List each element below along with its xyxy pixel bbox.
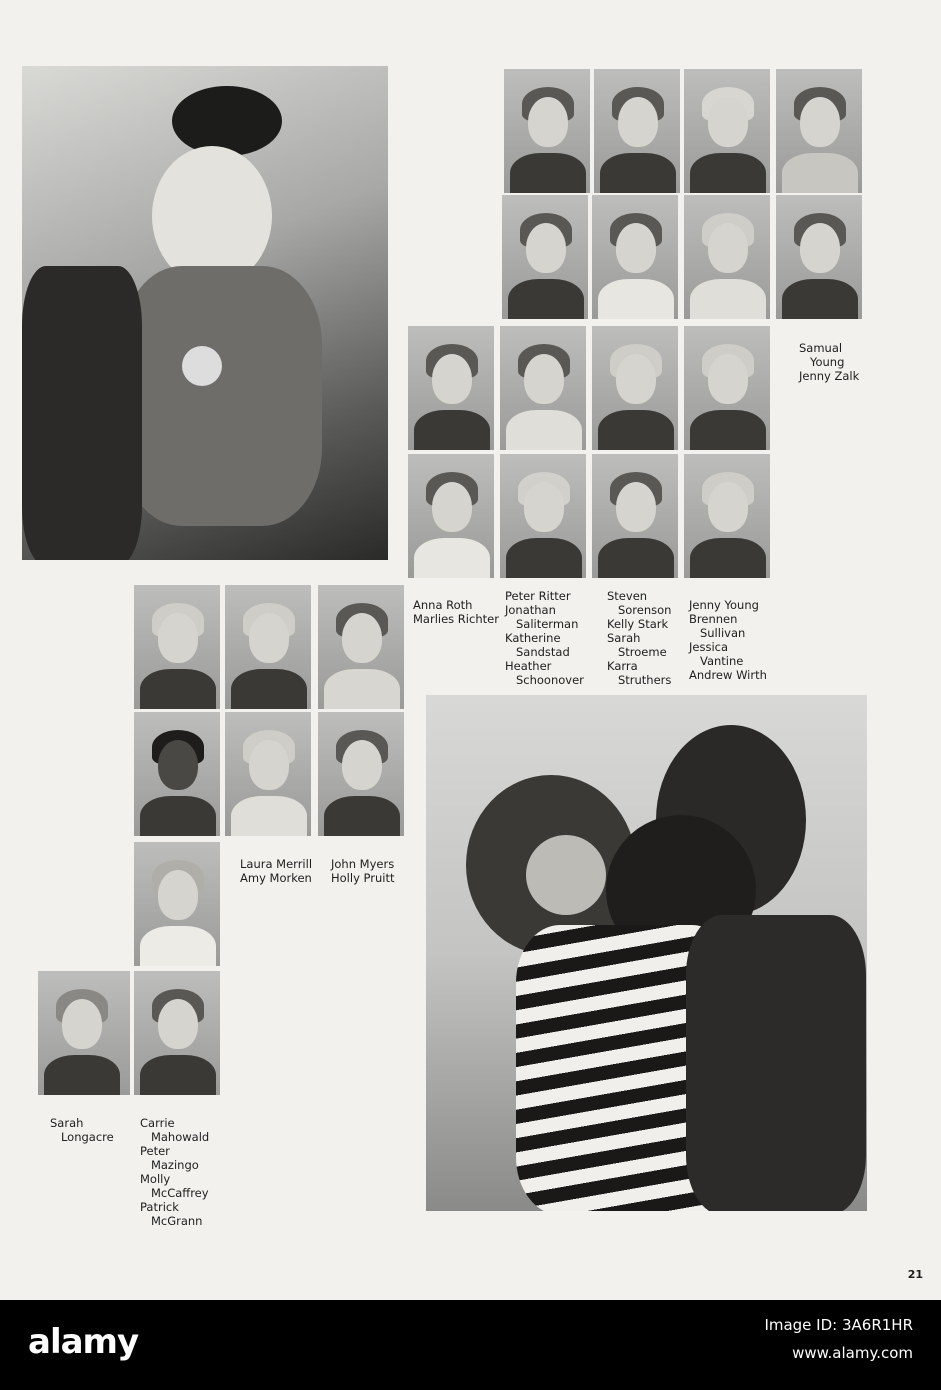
caption-group2-col4: Jenny Young Brennen Sullivan Jessica Vantine Andrew Wirth	[689, 598, 767, 682]
portrait	[500, 326, 586, 450]
portrait	[684, 454, 770, 578]
alamy-logo: alamy	[28, 1322, 139, 1362]
portrait	[592, 454, 678, 578]
caption-group2-col2: Peter Ritter Jonathan Saliterman Katherine Sandstad Heather Schoonover	[505, 589, 584, 687]
portrait	[500, 454, 586, 578]
watermark-footer	[0, 1300, 941, 1390]
portrait	[504, 69, 590, 193]
portrait	[318, 585, 404, 709]
portrait	[134, 842, 220, 966]
portrait	[318, 712, 404, 836]
portrait	[594, 69, 680, 193]
caption-group2-col1: Anna Roth Marlies Richter	[413, 598, 499, 626]
caption-group4-col2: Carrie Mahowald Peter Mazingo Molly McCaffrey Patrick McGrann	[140, 1116, 210, 1228]
caption-group3-col1: Laura Merrill Amy Morken	[240, 857, 313, 885]
page-number: 21	[907, 1268, 923, 1281]
portrait	[592, 195, 678, 319]
candid-photo-hug	[426, 695, 867, 1211]
caption-group2-col3: Steven Sorenson Kelly Stark Sarah Stroeme Karra Struthers	[607, 589, 672, 687]
portrait	[502, 195, 588, 319]
portrait	[408, 454, 494, 578]
caption-group1-right: Samual Young Jenny Zalk	[799, 341, 860, 383]
portrait	[776, 195, 862, 319]
portrait	[684, 69, 770, 193]
source-url[interactable]: www.alamy.com	[792, 1344, 913, 1362]
portrait	[408, 326, 494, 450]
caption-group4-col1: Sarah Longacre	[50, 1116, 114, 1144]
image-id: Image ID: 3A6R1HR	[764, 1316, 913, 1334]
portrait	[776, 69, 862, 193]
portrait	[38, 971, 130, 1095]
caption-group3-col2: John Myers Holly Pruitt	[331, 857, 395, 885]
portrait	[134, 712, 220, 836]
portrait	[684, 326, 770, 450]
candid-photo-clown	[22, 66, 388, 560]
portrait	[684, 195, 770, 319]
portrait	[225, 585, 311, 709]
portrait	[592, 326, 678, 450]
portrait	[134, 971, 220, 1095]
portrait	[134, 585, 220, 709]
portrait	[225, 712, 311, 836]
